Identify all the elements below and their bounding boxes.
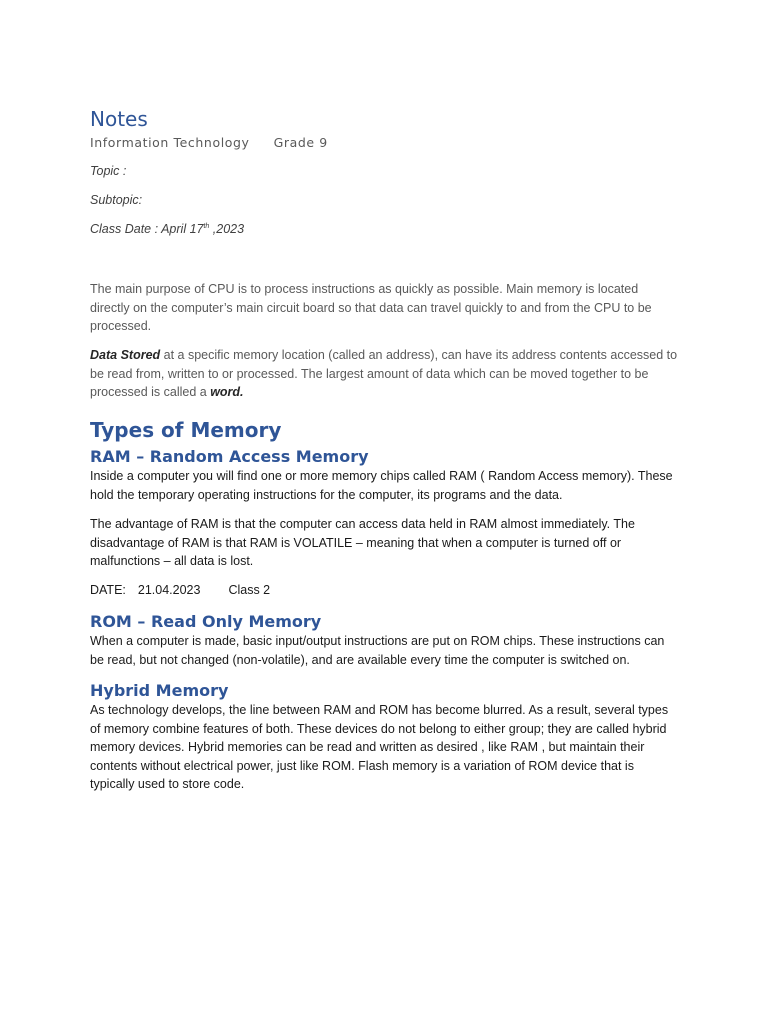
intro-paragraph-1: The main purpose of CPU is to process instructions as quickly as possible. Main memory is located directly on the computer’s main circuit board so that data can travel quickly to and from the CPU to be processed. xyxy=(90,282,652,334)
topic-label: Topic : xyxy=(90,164,127,178)
class-date-suffix: ,2023 xyxy=(209,222,245,236)
word-term: word. xyxy=(210,385,244,400)
date-value: 21.04.2023 xyxy=(137,583,201,597)
intro-p2-text: at a specific memory location (called an address), can have its address contents accessed to be read from, written to or processed. The largest amount of data which can be moved together to be processed is called a xyxy=(90,348,678,400)
subtopic-label: Subtopic: xyxy=(90,193,143,207)
class-date xyxy=(90,222,244,236)
ram-heading: RAM – Random Access Memory xyxy=(90,447,369,466)
date-line xyxy=(90,583,270,597)
class-date-sup: th xyxy=(203,222,210,230)
page-title: Notes xyxy=(90,107,148,131)
ram-paragraph-2: The advantage of RAM is that the computer can access data held in RAM almost immediately. The disadvantage of RAM is that RAM is VOLATILE – meaning that when a computer is turned off or malfunctions – all data is lost. xyxy=(90,517,635,569)
rom-paragraph-1: When a computer is made, basic input/output instructions are put on ROM chips. These instructions can be read, but not changed (non-volatile), and are available every time the computer is switched on. xyxy=(90,634,665,667)
types-of-memory-heading: Types of Memory xyxy=(90,418,282,442)
ram-paragraph-1: Inside a computer you will find one or more memory chips called RAM ( Random Access memory). These hold the temporary operating instructions for the computer, its programs and the data. xyxy=(90,469,673,502)
hybrid-heading: Hybrid Memory xyxy=(90,681,229,700)
subtitle xyxy=(90,135,328,150)
class-label: Class 2 xyxy=(228,583,271,597)
grade-label: Grade 9 xyxy=(273,135,328,150)
rom-heading: ROM – Read Only Memory xyxy=(90,612,322,631)
intro-paragraph-2 xyxy=(90,346,680,402)
hybrid-paragraph-1: As technology develops, the line between RAM and ROM has become blurred. As a result, several types of memory combine features of both. These devices do not belong to either group; they are called hybrid memory devices. Hybrid memories can be read and written as desired , like RAM , but maintain their contents without electrical power, just like ROM. Flash memory is a variation of ROM device that is typically used to store code. xyxy=(90,703,669,792)
subject-label: Information Technology xyxy=(90,135,250,150)
class-date-prefix: Class Date : April 17 xyxy=(90,222,204,236)
data-stored-term: Data Stored xyxy=(90,348,161,362)
date-label: DATE: xyxy=(90,583,126,597)
